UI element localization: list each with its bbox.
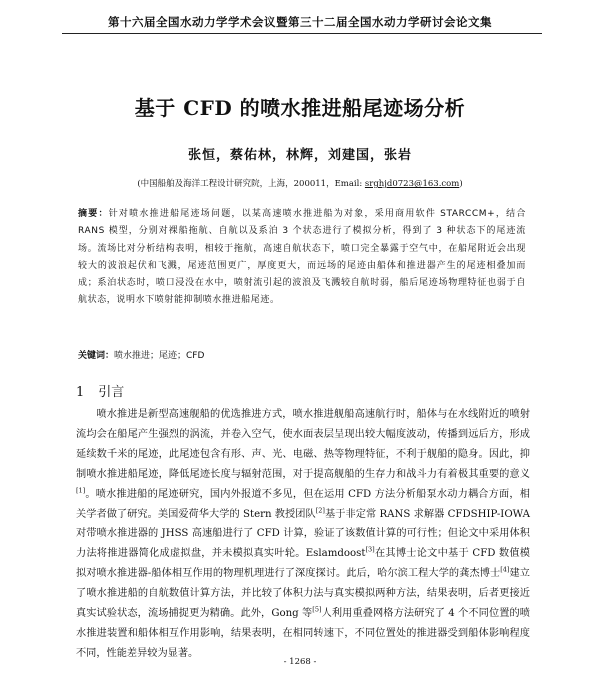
body-text-part: 人利用重叠网格方法研究了 4 个不同位置的喷水推进装置和船体相互作用影响，结果表明，在相同转速下，不同位置处的推进器受到船体影响程度不同，性能差异较为显著。 [76,608,530,659]
affiliation-text: (中国船舶及海洋工程设计研究院，上海，200011，Email: [137,179,365,189]
citation: [5] [312,605,322,614]
body-text-part: 基于非定常 RANS 求解器 CFDSHIP-IOWA 对带喷水推进器的 JHSS 高速船进行了 CFD 计算，验证了该数值计算的可行性；但论文中采用体积力法将推进器简化成虚拟盘，并未模拟真实叶轮。Eslamdoost [76,508,530,560]
body-text-part: 在其博士论文中基于 CFD 数值模拟对喷水推进器-船体相互作用的物理机理进行了深度探讨。此后，哈尔滨工程大学的龚杰博士 [76,548,530,580]
citation: [2] [315,506,325,515]
body-text-part: 喷水推进是新型高速舰船的优选推进方式，喷水推进舰船高速航行时，船体与在水线附近的喷射流均会在船尾产生强烈的涡流，并卷入空气，使水面表层呈现出较大幅度波动，传播到远后方，形成延续数千米的尾迹，此尾迹包含有形、声、光、电磁、热等物理特征，不利于舰船的隐身。因此，抑制喷水推进船尾迹，降低尾迹长度与辐射范围，对于提高舰船的生存力和战斗力有着极其重要的意义 [76,409,530,480]
affiliation-close: ) [459,179,463,189]
section-number: 1 [76,385,85,400]
email-link[interactable]: srghjd0723@163.com [364,179,460,189]
section-heading [76,381,124,400]
keywords-text: 喷水推进；尾迹；CFD [114,351,205,361]
abstract-label: 摘要： [78,209,109,219]
running-header: 第十六届全国水动力学学术会议暨第三十二届全国水动力学研讨会论文集 [108,15,492,29]
body-paragraph [76,405,530,664]
abstract-text: 针对喷水推进船尾迹场问题，以某高速喷水推进船为对象，采用商用软件 STARCCM+，结合 RANS 模型，分别对裸船拖航、自航以及系泊 3 个状态进行了模拟分析，得到了 3 种状态下的尾迹流场。流场比对分析结构表明，相较于拖航，高速自航状态下，喷口完全暴露于空气中，在船尾附近会出现较大的波浪起伏和飞溅，尾迹范围更广，厚度更大，而远场的尾迹由船体和推进器产生的尾迹相叠加而成；系泊状态时，喷口浸没在水中，喷射流引起的波浪及飞溅较自航时弱，船后尾迹场物理特征也弱于自航状态，说明水下喷射能抑制喷水推进船尾迹。 [78,209,526,306]
header-rule [62,33,542,34]
page-number: - 1268 - [283,657,317,667]
abstract [78,206,526,310]
citation: [3] [365,545,375,554]
citation: [1] [76,486,86,495]
keywords [78,348,526,361]
section-title: 引言 [98,385,125,400]
body-text-part: 建立了喷水推进船的自航数值计算方法，并比较了体积力法与真实模拟两种方法，结果表明，后者更接近真实试验状态，流场捕捉更为精确。此外，Gong 等 [76,568,530,620]
keywords-label: 关键词： [78,351,115,361]
affiliation [40,177,560,189]
author-list: 张恒，蔡佑林，林辉，刘建国，张岩 [187,148,412,163]
citation: [4] [500,565,510,574]
paper-title: 基于 CFD 的喷水推进船尾迹场分析 [134,96,466,120]
body-text-part: 。喷水推进船的尾迹研究，国内外报道不多见，但在运用 CFD 方法分析船泵水动力耦合方面，相关学者做了研究。美国爱荷华大学的 Stern 教授团队 [76,488,530,520]
